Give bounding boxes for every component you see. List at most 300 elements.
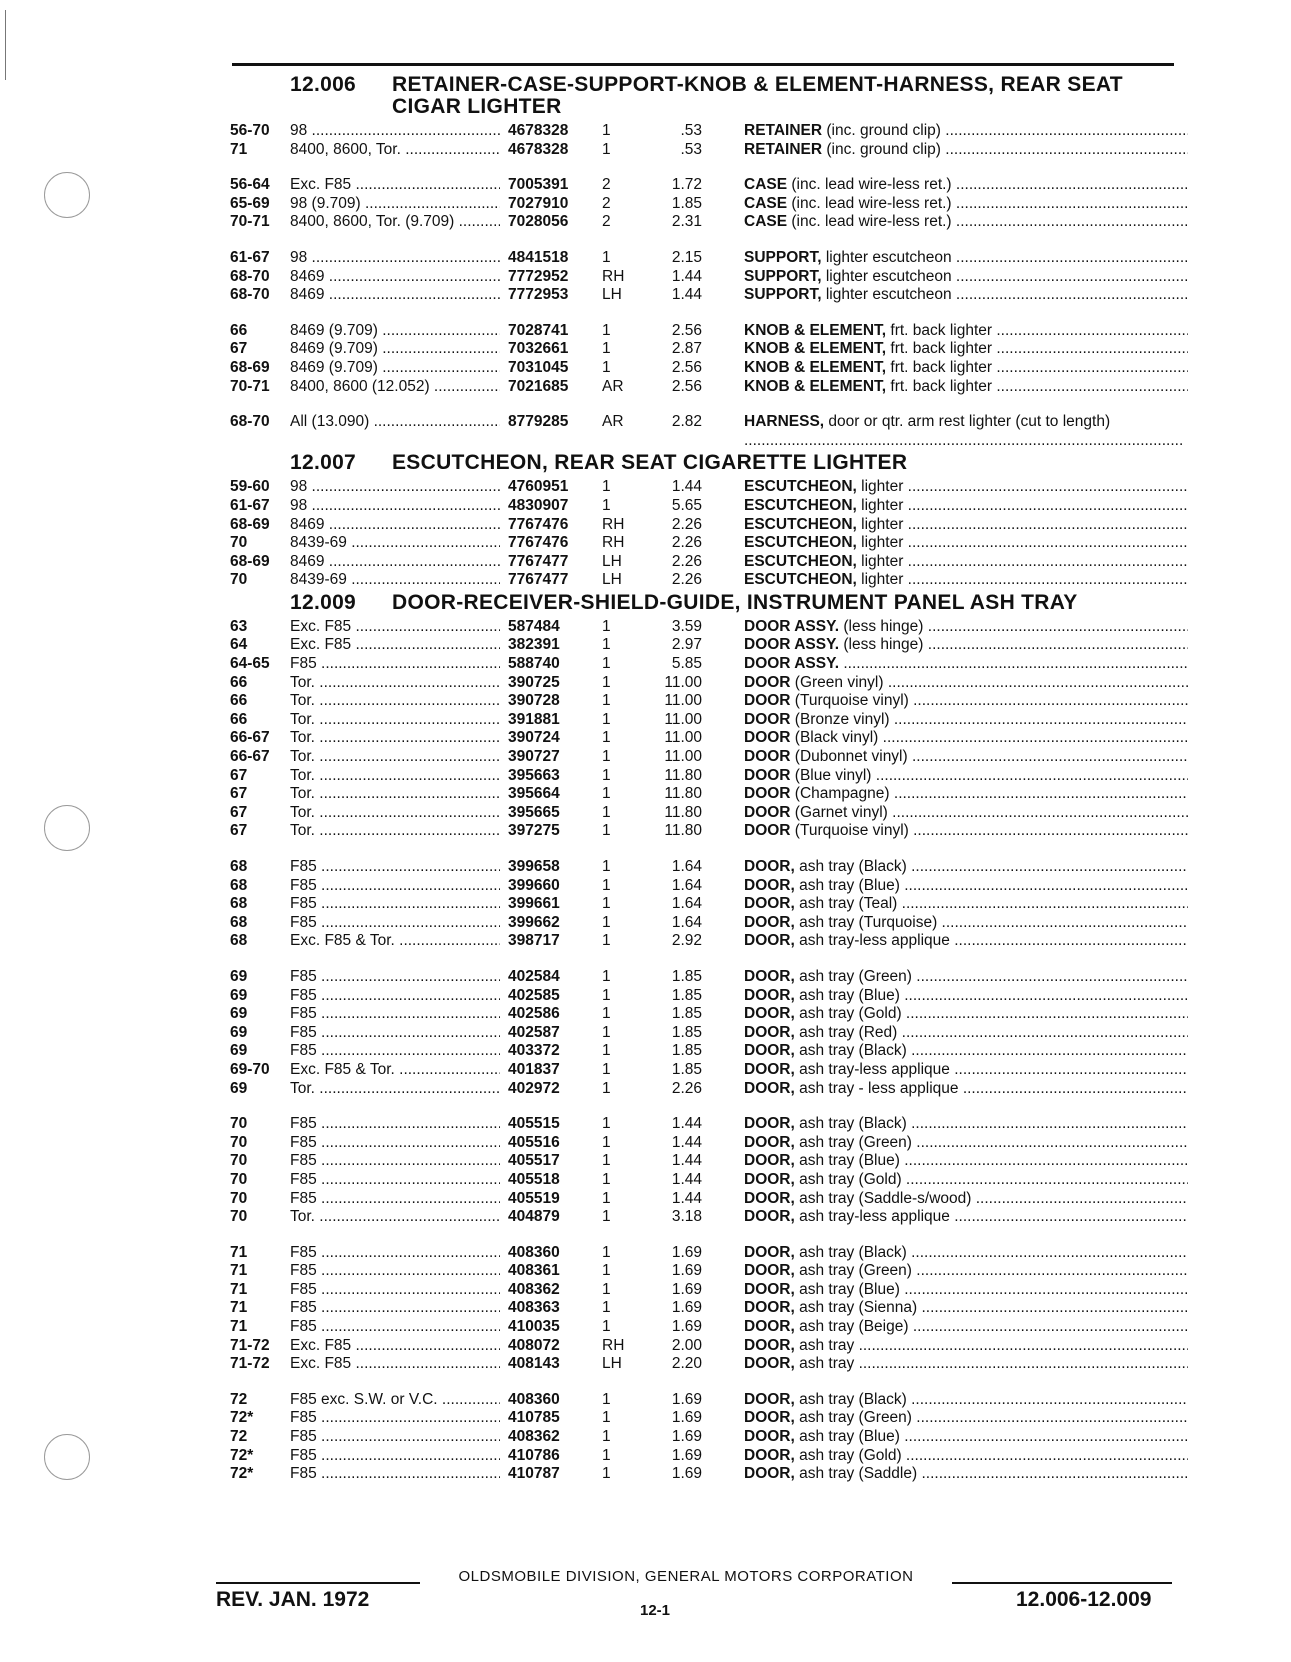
price-cell: 11.80	[664, 785, 702, 803]
part-name: DOOR,	[744, 1299, 795, 1317]
part-detail: lighter	[856, 552, 904, 570]
part-row	[230, 1005, 1188, 1024]
application-cell: F85 .....	[290, 1318, 500, 1337]
quantity-cell: 1	[602, 1465, 611, 1483]
part-number-cell: 4760951	[500, 478, 600, 497]
quantity-cell: 1	[602, 876, 611, 894]
part-detail: ash tray (Sienna)	[794, 1299, 918, 1317]
year-cell: 70-71	[230, 377, 270, 395]
application-cell: Tor. .....	[290, 1080, 500, 1099]
part-detail: lighter	[856, 515, 904, 533]
application-cell: F85 .....	[290, 968, 500, 987]
part-number-cell: 587484	[500, 618, 600, 637]
description-cell	[744, 1447, 1188, 1466]
part-row	[230, 804, 1188, 823]
description-cell	[744, 359, 1188, 378]
application-cell: Tor. .....	[290, 767, 500, 786]
quantity-cell: 1	[602, 673, 611, 691]
price-cell: 2.26	[671, 534, 702, 552]
part-name: RETAINER	[744, 140, 823, 158]
application-cell: Tor. .....	[290, 711, 500, 730]
price-cell: 2.82	[671, 413, 702, 431]
part-number-cell: 390724	[500, 729, 600, 748]
part-row	[230, 141, 1188, 160]
price-cell: 1.44	[671, 267, 702, 285]
application-cell: All (13.090) .....	[290, 413, 500, 432]
description-cell	[744, 1152, 1188, 1171]
quantity-cell: 1	[602, 729, 611, 747]
price-cell: 2.56	[671, 377, 702, 395]
price-cell: 1.44	[671, 1189, 702, 1207]
price-cell: 2.00	[671, 1336, 702, 1354]
quantity-cell: LH	[602, 552, 622, 570]
application-cell: F85 .....	[290, 1465, 500, 1484]
part-detail: ash tray (Teal)	[794, 895, 898, 913]
part-detail: ash tray (Green)	[794, 1409, 912, 1427]
part-row	[230, 1024, 1188, 1043]
application-cell: Exc. F85 .....	[290, 636, 500, 655]
part-row	[230, 1262, 1188, 1281]
year-cell: 66	[230, 321, 248, 339]
quantity-cell: 1	[602, 1005, 611, 1023]
description-cell	[744, 987, 1188, 1006]
price-cell: 2.15	[671, 248, 702, 266]
price-cell: 1.44	[671, 1170, 702, 1188]
quantity-cell: 1	[602, 1079, 611, 1097]
application-cell: Tor. .....	[290, 1208, 500, 1227]
part-row	[230, 553, 1188, 572]
part-name: ESCUTCHEON,	[744, 478, 857, 496]
description-cell	[744, 636, 1188, 655]
part-number-cell: 390728	[500, 692, 600, 711]
price-cell: 1.64	[671, 876, 702, 894]
part-detail: (Bronze vinyl)	[790, 710, 890, 728]
description-cell	[744, 1042, 1188, 1061]
description-cell	[744, 785, 1188, 804]
part-row	[230, 858, 1188, 877]
application-cell: Exc. F85 & Tor. .....	[290, 1061, 500, 1080]
price-cell: 1.44	[671, 1115, 702, 1133]
part-detail: (Blue vinyl)	[790, 766, 872, 784]
part-number-cell: 7031045	[500, 359, 600, 378]
price-cell: 2.26	[671, 571, 702, 589]
part-number-cell: 410786	[500, 1447, 600, 1466]
part-detail: lighter	[856, 478, 904, 496]
quantity-cell: 1	[602, 1390, 611, 1408]
part-detail: (Champagne)	[790, 785, 890, 803]
price-cell: 1.44	[671, 478, 702, 496]
application-cell: 98 .....	[290, 478, 500, 497]
description-cell	[744, 1391, 1188, 1410]
part-detail: ash tray (Gold)	[794, 1005, 902, 1023]
price-cell: 2.56	[671, 358, 702, 376]
part-name: DOOR	[744, 803, 791, 821]
price-cell: 2.20	[671, 1355, 702, 1373]
year-cell: 67	[230, 803, 248, 821]
year-cell: 68	[230, 876, 248, 894]
part-name: DOOR,	[744, 1005, 795, 1023]
part-name: DOOR	[744, 766, 791, 784]
part-detail: (less hinge)	[839, 617, 924, 635]
price-cell: 2.97	[671, 636, 702, 654]
part-name: DOOR,	[744, 1243, 795, 1261]
part-detail: (Garnet vinyl)	[790, 803, 888, 821]
part-row	[230, 877, 1188, 896]
part-name: KNOB & ELEMENT,	[744, 340, 887, 358]
part-row	[230, 286, 1188, 305]
description-cell	[744, 748, 1188, 767]
part-row	[230, 1134, 1188, 1153]
quantity-cell: 1	[602, 1060, 611, 1078]
part-row	[230, 748, 1188, 767]
part-row	[230, 1428, 1188, 1447]
part-number-cell: 402584	[500, 968, 600, 987]
year-cell: 68-70	[230, 267, 270, 285]
description-cell	[744, 1318, 1188, 1337]
part-name: DOOR	[744, 673, 791, 691]
section-heading	[230, 74, 1188, 118]
quantity-cell: 1	[602, 895, 611, 913]
part-detail: ash tray (Gold)	[794, 1446, 902, 1464]
description-cell	[744, 268, 1188, 287]
quantity-cell: 2	[602, 213, 611, 231]
part-row	[230, 1355, 1188, 1374]
application-cell: 98 .....	[290, 497, 500, 516]
part-name: DOOR,	[744, 895, 795, 913]
part-row	[230, 968, 1188, 987]
part-row	[230, 1391, 1188, 1410]
part-detail: ash tray (Turquoise)	[794, 913, 938, 931]
part-detail: ash tray (Blue)	[794, 1152, 900, 1170]
part-number-cell: 405516	[500, 1134, 600, 1153]
application-cell: F85 .....	[290, 1152, 500, 1171]
part-name: DOOR,	[744, 1023, 795, 1041]
description-cell	[744, 1024, 1188, 1043]
section-number: 12.009	[290, 590, 357, 614]
year-cell: 63	[230, 617, 248, 635]
description-cell	[744, 1190, 1188, 1209]
application-cell: Tor. .....	[290, 748, 500, 767]
application-cell: F85 .....	[290, 1428, 500, 1447]
price-cell: 1.85	[671, 1060, 702, 1078]
quantity-cell: 1	[602, 478, 611, 496]
part-number-cell: 408361	[500, 1262, 600, 1281]
application-cell: 98 (9.709) .....	[290, 195, 500, 214]
part-number-cell: 408360	[500, 1244, 600, 1263]
application-cell: 8469 (9.709) .....	[290, 322, 500, 341]
quantity-cell: 1	[602, 1428, 611, 1446]
part-row	[230, 378, 1188, 397]
part-row	[230, 636, 1188, 655]
binder-hole	[44, 172, 90, 218]
part-row	[230, 1299, 1188, 1318]
quantity-cell: 1	[602, 913, 611, 931]
part-row	[230, 785, 1188, 804]
application-cell: F85 .....	[290, 1281, 500, 1300]
part-row	[230, 1115, 1188, 1134]
application-cell: F85 .....	[290, 1447, 500, 1466]
description-cell	[744, 286, 1188, 305]
description-cell	[744, 1080, 1188, 1099]
quantity-cell: 1	[602, 1262, 611, 1280]
quantity-cell: 1	[602, 496, 611, 514]
application-cell: Tor. .....	[290, 674, 500, 693]
part-row	[230, 1281, 1188, 1300]
price-cell: 11.00	[664, 729, 702, 747]
part-name: DOOR,	[744, 967, 795, 985]
price-cell: 1.69	[671, 1243, 702, 1261]
quantity-cell: 1	[602, 766, 611, 784]
price-cell: 1.85	[671, 1023, 702, 1041]
part-row	[230, 655, 1188, 674]
part-number-cell: 395663	[500, 767, 600, 786]
description-cell	[744, 767, 1188, 786]
part-detail: (inc. ground clip)	[822, 122, 941, 139]
description-cell	[744, 1171, 1188, 1190]
part-number-cell: 588740	[500, 655, 600, 674]
part-number-cell: 405518	[500, 1171, 600, 1190]
description-cell	[744, 1428, 1188, 1447]
quantity-cell: 1	[602, 692, 611, 710]
part-detail: ash tray (Saddle)	[794, 1465, 918, 1483]
year-cell: 66	[230, 673, 248, 691]
application-cell: F85 .....	[290, 1024, 500, 1043]
application-cell: Exc. F85 .....	[290, 1337, 500, 1356]
description-cell	[744, 340, 1188, 359]
description-cell	[744, 249, 1188, 268]
part-name: SUPPORT,	[744, 267, 822, 285]
price-cell: 11.80	[664, 766, 702, 784]
year-cell: 66-67	[230, 729, 270, 747]
description-cell	[744, 1134, 1188, 1153]
quantity-cell: 1	[602, 858, 611, 875]
application-cell: F85 .....	[290, 895, 500, 914]
part-detail: ash tray (Saddle-s/wood)	[794, 1189, 972, 1207]
year-cell: 68-70	[230, 286, 270, 304]
part-detail: (Black vinyl)	[790, 729, 879, 747]
part-number-cell: 7005391	[500, 176, 600, 195]
quantity-cell: 1	[602, 140, 611, 158]
part-detail: (inc. lead wire-less ret.)	[787, 176, 952, 194]
application-cell: 8469 .....	[290, 268, 500, 287]
price-cell: 1.85	[671, 1042, 702, 1060]
part-name: DOOR,	[744, 876, 795, 894]
part-detail: frt. back lighter	[886, 321, 993, 339]
part-row	[230, 692, 1188, 711]
part-name: DOOR,	[744, 1280, 795, 1298]
part-name: DOOR,	[744, 1465, 795, 1483]
year-cell: 65-69	[230, 194, 270, 212]
section-title: ESCUTCHEON, REAR SEAT CIGARETTE LIGHTER	[392, 451, 908, 475]
description-cell	[744, 413, 1188, 450]
application-cell: 8469 .....	[290, 553, 500, 572]
part-row	[230, 729, 1188, 748]
quantity-cell: 1	[602, 1299, 611, 1317]
part-row	[230, 413, 1188, 450]
year-cell: 71-72	[230, 1336, 270, 1354]
year-cell: 70	[230, 1115, 248, 1133]
description-cell	[744, 213, 1188, 232]
application-cell: F85 .....	[290, 914, 500, 933]
year-cell: 70	[230, 1170, 248, 1188]
year-cell: 69	[230, 1042, 248, 1060]
part-number-cell: 405515	[500, 1115, 600, 1134]
part-number-cell: 399660	[500, 877, 600, 896]
part-name: DOOR,	[744, 1152, 795, 1170]
year-cell: 59-60	[230, 478, 270, 496]
part-row	[230, 674, 1188, 693]
price-cell: 3.18	[671, 1208, 702, 1226]
part-detail: ash tray	[794, 1355, 855, 1373]
year-cell: 72*	[230, 1446, 254, 1464]
year-cell: 68	[230, 932, 248, 950]
part-row	[230, 711, 1188, 730]
section-number: 12.006	[290, 73, 357, 96]
price-cell: 1.64	[671, 913, 702, 931]
quantity-cell: LH	[602, 1355, 622, 1373]
part-name: DOOR,	[744, 1189, 795, 1207]
part-row	[230, 1042, 1188, 1061]
quantity-cell: 1	[602, 967, 611, 985]
part-detail: ash tray (Blue)	[794, 986, 900, 1004]
description-cell	[744, 1115, 1188, 1134]
part-number-cell: 7032661	[500, 340, 600, 359]
part-number-cell: 408362	[500, 1281, 600, 1300]
part-row	[230, 1190, 1188, 1209]
part-detail: lighter	[856, 496, 904, 514]
application-cell: F85 .....	[290, 1005, 500, 1024]
part-name: ESCUTCHEON,	[744, 571, 857, 589]
part-row	[230, 249, 1188, 268]
part-name: RETAINER	[744, 122, 823, 139]
part-detail: ash tray (Green)	[794, 1133, 912, 1151]
part-detail: ash tray (Beige)	[794, 1318, 909, 1336]
year-cell: 71	[230, 1299, 248, 1317]
application-cell: 98 .....	[290, 122, 500, 141]
part-row	[230, 176, 1188, 195]
price-cell: 1.85	[671, 967, 702, 985]
price-cell: 1.69	[671, 1299, 702, 1317]
year-cell: 72	[230, 1390, 248, 1408]
description-cell	[744, 122, 1188, 141]
section-number: 12.007	[290, 451, 357, 475]
application-cell: F85 .....	[290, 858, 500, 877]
part-row	[230, 122, 1188, 141]
footer-revision: REV. JAN. 1972	[216, 1588, 370, 1611]
quantity-cell: 1	[602, 710, 611, 728]
price-cell: 2.26	[671, 515, 702, 533]
part-name: DOOR,	[744, 1060, 795, 1078]
application-cell: 8400, 8600 (12.052) .....	[290, 378, 500, 397]
year-cell: 69	[230, 986, 248, 1004]
year-cell: 68-69	[230, 552, 270, 570]
footer-publisher: OLDSMOBILE DIVISION, GENERAL MOTORS CORPORATION	[458, 1568, 914, 1585]
price-cell: 1.44	[671, 1152, 702, 1170]
year-cell: 67	[230, 785, 248, 803]
year-cell: 68-70	[230, 413, 270, 431]
part-row	[230, 1244, 1188, 1263]
price-cell: 11.80	[664, 803, 702, 821]
description-cell	[744, 914, 1188, 933]
description-cell	[744, 516, 1188, 535]
part-row	[230, 1061, 1188, 1080]
part-detail: frt. back lighter	[886, 377, 993, 395]
quantity-cell: 1	[602, 1115, 611, 1133]
price-cell: 2.31	[671, 213, 702, 231]
part-name: DOOR ASSY.	[744, 655, 840, 673]
price-cell: 11.00	[664, 673, 702, 691]
year-cell: 68-69	[230, 358, 270, 376]
price-cell: 5.85	[671, 655, 702, 673]
price-cell: 2.56	[671, 321, 702, 339]
part-name: DOOR,	[744, 1428, 795, 1446]
application-cell: F85 exc. S.W. or V.C. .....	[290, 1391, 500, 1410]
application-cell: Tor. .....	[290, 785, 500, 804]
description-cell	[744, 877, 1188, 896]
part-number-cell: 4841518	[500, 249, 600, 268]
application-cell: Exc. F85 & Tor. .....	[290, 932, 500, 951]
part-number-cell: 410785	[500, 1409, 600, 1428]
quantity-cell: 1	[602, 1409, 611, 1427]
price-cell: 11.00	[664, 692, 702, 710]
description-cell	[744, 618, 1188, 637]
part-detail: frt. back lighter	[886, 340, 993, 358]
part-number-cell: 399662	[500, 914, 600, 933]
description-cell	[744, 674, 1188, 693]
part-row	[230, 767, 1188, 786]
application-cell: F85 .....	[290, 1134, 500, 1153]
year-cell: 64-65	[230, 655, 270, 673]
part-row	[230, 914, 1188, 933]
description-cell	[744, 1281, 1188, 1300]
part-row	[230, 322, 1188, 341]
part-detail: ash tray (Blue)	[794, 1280, 900, 1298]
part-detail: (less hinge)	[839, 636, 924, 654]
part-name: SUPPORT,	[744, 286, 822, 304]
part-name: DOOR,	[744, 1208, 795, 1226]
year-cell: 66	[230, 710, 248, 728]
part-name: DOOR,	[744, 1079, 795, 1097]
application-cell: F85 .....	[290, 655, 500, 674]
part-detail: ash tray (Green)	[794, 1262, 912, 1280]
year-cell: 70	[230, 1189, 248, 1207]
price-cell: 1.69	[671, 1262, 702, 1280]
description-cell	[744, 932, 1188, 951]
part-number-cell: 7767477	[500, 553, 600, 572]
description-cell	[744, 497, 1188, 516]
quantity-cell: 1	[602, 1170, 611, 1188]
quantity-cell: 1	[602, 122, 611, 139]
application-cell: 8439-69 .....	[290, 571, 500, 590]
description-cell	[744, 176, 1188, 195]
quantity-cell: 1	[602, 822, 611, 840]
quantity-cell: RH	[602, 534, 625, 552]
description-cell	[744, 1465, 1188, 1484]
part-detail: frt. back lighter	[886, 358, 993, 376]
part-detail: ash tray (Blue)	[794, 876, 900, 894]
year-cell: 71	[230, 1318, 248, 1336]
quantity-cell: 1	[602, 1133, 611, 1151]
price-cell: .53	[680, 122, 702, 139]
part-number-cell: 7028056	[500, 213, 600, 232]
part-name: DOOR	[744, 692, 791, 710]
description-cell	[744, 553, 1188, 572]
description-cell	[744, 378, 1188, 397]
quantity-cell: 1	[602, 655, 611, 673]
quantity-cell: 2	[602, 194, 611, 212]
part-name: DOOR,	[744, 1409, 795, 1427]
price-cell: 2.26	[671, 1079, 702, 1097]
